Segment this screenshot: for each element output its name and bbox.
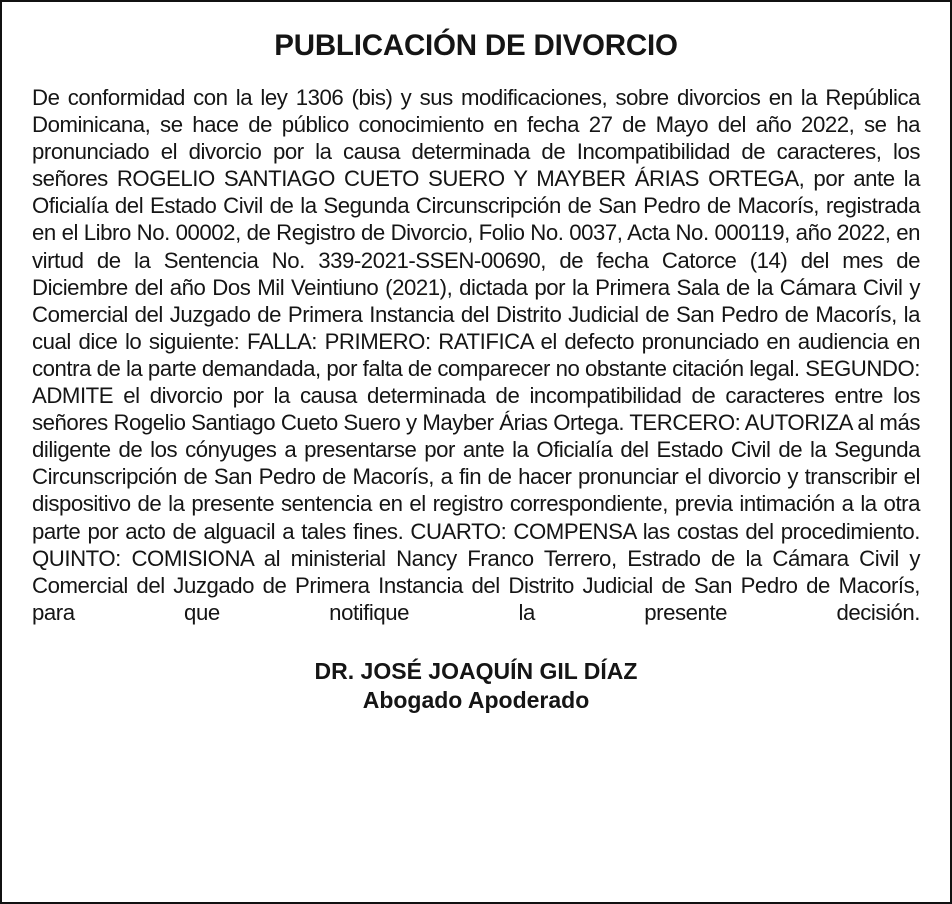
- signature-block: [32, 657, 920, 715]
- notice-title: PUBLICACIÓN DE DIVORCIO: [274, 29, 678, 62]
- signature-name: DR. JOSÉ JOAQUÍN GIL DÍAZ: [314, 657, 638, 684]
- notice-body: De conformidad con la ley 1306 (bis) y sus modificaciones, sobre divorcios en la República Dominicana, se hace de público conocimiento en fecha 27 de Mayo del año 2022, se ha pronunciado el divorcio por la causa determinada de Incompatibilidad de caracteres, los señores ROGELIO SANTIAGO CUETO SUERO Y MAYBER ÁRIAS ORTEGA, por ante la Oficialía del Estado Civil de la Segunda Circunscripción de San Pedro de Macorís, registrada en el Libro No. 00002, de Registro de Divorcio, Folio No. 0037, Acta No. 000119, año 2022, en virtud de la Sentencia No. 339-2021-SSEN-00690, de fecha Catorce (14) del mes de Diciembre del año Dos Mil Veintiuno (2021), dictada por la Primera Sala de la Cámara Civil y Comercial del Juzgado de Primera Instancia del Distrito Judicial de San Pedro de Macorís, la cual dice lo siguiente: FALLA: PRIMERO: RATIFICA el defecto pronunciado en audiencia en contra de la parte demandada, por falta de comparecer no obstante citación legal. SEGUNDO: ADMITE el divorcio por la causa determinada de incompatibilidad de caracteres entre los señores Rogelio Santiago Cueto Suero y Mayber Árias Ortega. TERCERO: AUTORIZA al más diligente de los cónyuges a presentarse por ante la Oficialía del Estado Civil de la Segunda Circunscripción de San Pedro de Macorís, a fin de hacer pronunciar el divorcio y transcribir el dispositivo de la presente sentencia en el registro correspondiente, previa intimación a la otra parte por acto de alguacil a tales fines. CUARTO: COMPENSA las costas del procedimiento. QUINTO: COMISIONA al ministerial Nancy Franco Terrero, Estrado de la Cámara Civil y Comercial del Juzgado de Primera Instancia del Distrito Judicial de San Pedro de Macorís, para que notifique la presente decisión.: [32, 85, 920, 625]
- signature-role: Abogado Apoderado: [362, 686, 590, 713]
